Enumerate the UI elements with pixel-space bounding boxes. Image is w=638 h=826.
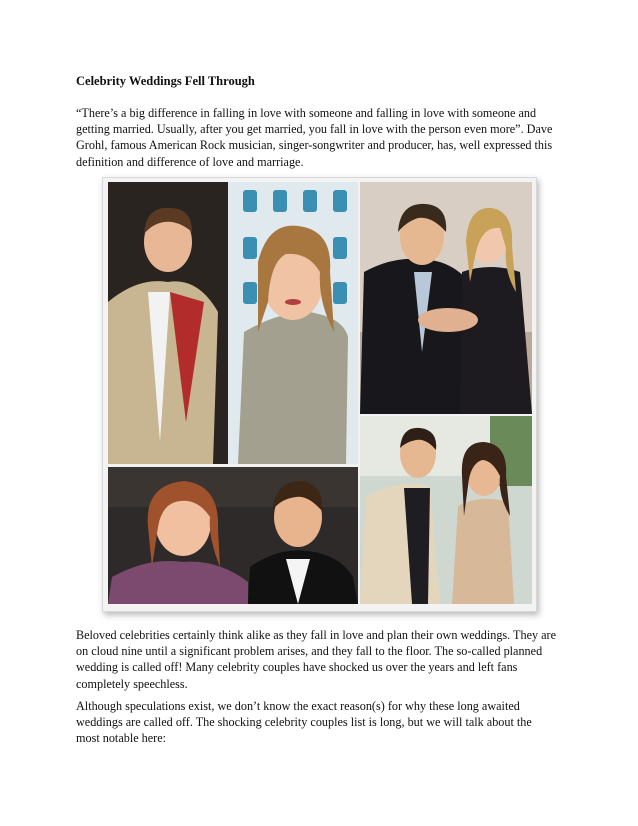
couple-photo-top-left (108, 182, 358, 464)
couple-photo-bottom-right (360, 416, 532, 604)
intro-paragraph: “There’s a big difference in falling in love with someone and falling in love with someone and getting married. Usually, after you get married, you fall in love with the person even more”. Dave Grohl, famous American Rock musician, singer-songwriter and producer, has, well expressed this definition and difference of love and marriage. (76, 106, 553, 169)
body-paragraph-2: Beloved celebrities certainly think alike as they fall in love and plan their own weddings. They are on cloud nine until a significant problem arises, and they fall to the floor. The so-called planned wedding is called off! Many celebrity couples have shocked us over the years and left fans completely speechless. (76, 628, 557, 691)
body-paragraph-3: Although speculations exist, we don’t know the exact reason(s) for why these long awaited weddings are called off. The shocking celebrity couples list is long, but we will talk about the most notable here: (76, 699, 532, 746)
page-title: Celebrity Weddings Fell Through (76, 74, 255, 88)
celebrity-couples-photo-collage (102, 177, 537, 612)
couple-photo-bottom-left (108, 467, 358, 604)
couple-photo-top-right (360, 182, 532, 414)
